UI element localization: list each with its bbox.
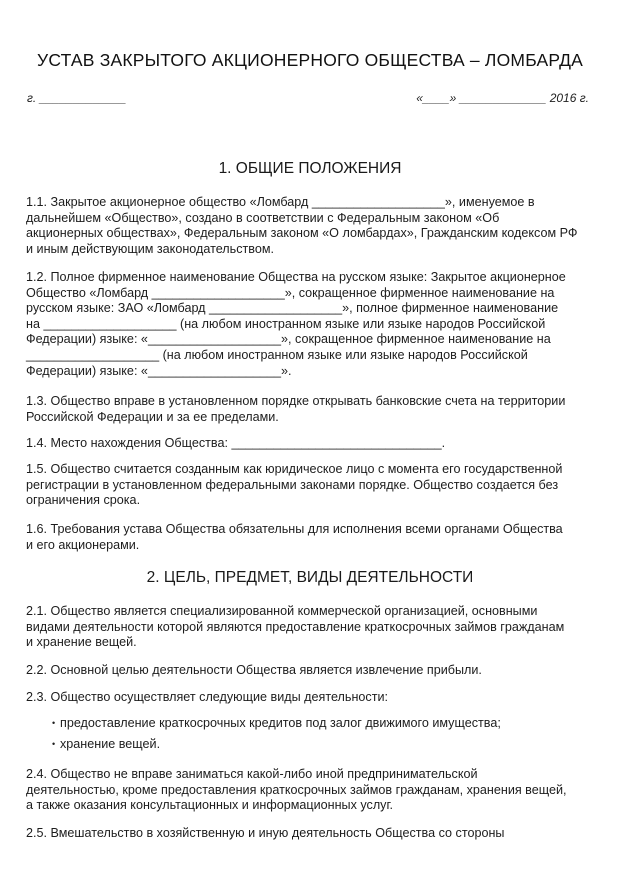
section-heading-general: 1. ОБЩИЕ ПОЛОЖЕНИЯ [218,160,402,177]
paragraph-2-4: 2.4. Общество не вправе заниматься какой-либо иной предпринимательской деятельностью, кроме предоставления краткосрочных займов гражданам, хранения вещей, а также оказания консультационных и информационных услуг. [26,767,567,813]
city-line: г. _____________ [27,91,127,105]
section-heading-purpose: 2. ЦЕЛЬ, ПРЕДМЕТ, ВИДЫ ДЕЯТЕЛЬНОСТИ [146,569,474,586]
list-item: • хранение вещей. [52,737,161,751]
document-title: УСТАВ ЗАКРЫТОГО АКЦИОНЕРНОГО ОБЩЕСТВА – ЛОМБАРДА [37,50,583,70]
paragraph-2-5: 2.5. Вмешательство в хозяйственную и иную деятельность Общества со стороны [26,826,505,840]
paragraph-2-3: 2.3. Общество осуществляет следующие виды деятельности: [26,690,389,704]
list-item: • предоставление краткосрочных кредитов под залог движимого имущества; [52,716,501,730]
paragraph-1-1: 1.1. Закрытое акционерное общество «Ломбард ___________________», именуемое в дальнейшем «Общество», создано в соответствии с Федеральным законом «Об акционерных обществах», Федеральным законом «О ломбардах», Гражданским кодексом РФ и иным действующим законодательством. [26,195,578,256]
bullet-dot-icon: • [52,718,56,728]
paragraph-1-4: 1.4. Место нахождения Общества: ______________________________. [26,436,446,450]
bullet-dot-icon: • [52,739,56,749]
paragraph-1-2: 1.2. Полное фирменное наименование Общества на русском языке: Закрытое акционерное Общество «Ломбард ___________________», сокращенное фирменное наименование на русском языке: ЗАО «Ломбард ___________________», полное фирменное наименование на ___________________ (на любом иностранном языке или языке народов Российской Федерации) языке: «___________________», сокращенное фирменное наименование на ___________________ (на любом иностранном языке или языке народов Российской Федерации) языке: «___________________». [26,270,566,378]
paragraph-1-5: 1.5. Общество считается созданным как юридическое лицо с момента его государственной регистрации в установленном федеральными законами порядке. Общество создается без ограничения срока. [26,462,563,508]
paragraph-1-3: 1.3. Общество вправе в установленном порядке открывать банковские счета на территории Российской Федерации и за ее пределами. [26,394,566,424]
paragraph-1-6: 1.6. Требования устава Общества обязательны для исполнения всеми органами Общества и его акционерами. [26,522,563,552]
paragraph-2-1: 2.1. Общество является специализированной коммерческой организацией, основными видами деятельности которой являются предоставление краткосрочных займов гражданам и хранение вещей. [26,604,565,650]
paragraph-2-2: 2.2. Основной целью деятельности Общества является извлечение прибыли. [26,663,482,677]
date-line: «____» _____________ 2016 г. [416,91,589,105]
